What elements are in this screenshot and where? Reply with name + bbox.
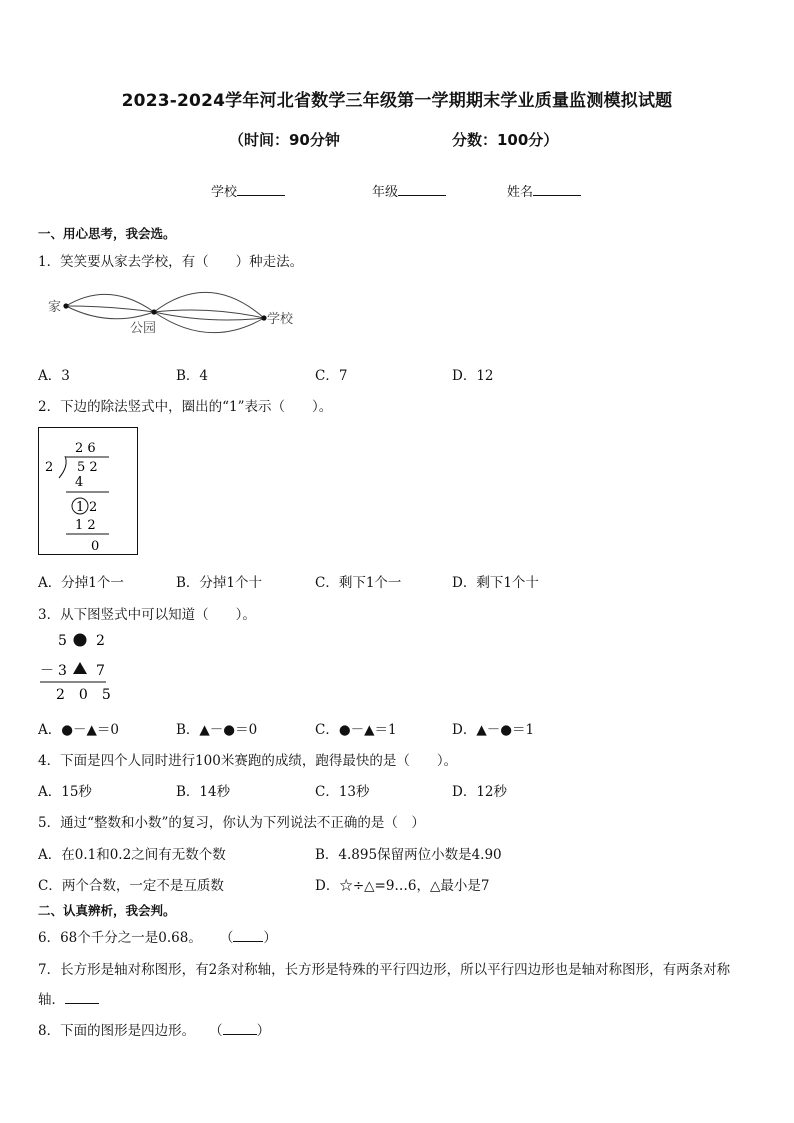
sub-result: 2 0 5 <box>56 687 111 703</box>
q6-paren-open: （ <box>219 930 234 946</box>
q4-option-a[interactable]: A．15秒 <box>38 784 92 800</box>
subtraction-diagram <box>38 626 118 706</box>
q3-option-d[interactable]: D．▲－●＝1 <box>452 722 535 738</box>
route-park-school-upper <box>154 292 264 318</box>
grade-field[interactable] <box>372 181 446 200</box>
q1-option-a[interactable]: A．3 <box>38 368 70 384</box>
exam-time: （时间：90分钟 <box>229 131 340 149</box>
q5-option-b[interactable]: B．4.895保留两位小数是4.90 <box>315 847 502 863</box>
q1-option-d[interactable]: D．12 <box>452 368 494 384</box>
name-blank[interactable] <box>533 183 581 196</box>
q7-line2 <box>38 988 99 1008</box>
route-home-park-middle <box>66 306 154 312</box>
name-label: 姓名 <box>507 185 534 200</box>
q7-line2-text: 轴． <box>38 992 65 1008</box>
exam-score: 分数：100分） <box>452 131 559 149</box>
q7-answer-blank[interactable] <box>65 991 99 1004</box>
page-title: 2023-2024学年河北省数学三年级第一学期期末学业质量监测模拟试题 <box>121 91 673 111</box>
q7-line1: 7．长方形是轴对称图形，有2条对称轴，长方形是特殊的平行四边形，所以平行四边形也是轴对称图形，有两条对称 <box>38 962 731 978</box>
school-field[interactable] <box>211 181 285 200</box>
q3-stem: 3．从下图竖式中可以知道（ ）。 <box>38 607 256 623</box>
q4-option-c[interactable]: C．13秒 <box>315 784 370 800</box>
q6 <box>38 926 277 946</box>
q1-stem: 1．笑笑要从家去学校，有（ ）种走法。 <box>38 254 304 270</box>
sub-row2-left: 3 <box>58 663 67 679</box>
q1-option-b[interactable]: B．4 <box>176 368 209 384</box>
sub-row1-left: 5 <box>58 633 67 649</box>
division-step2-rest: 2 <box>89 500 98 515</box>
q5-option-a[interactable]: A．在0.1和0.2之间有无数个数 <box>38 847 226 863</box>
division-dividend: 5 2 <box>77 460 98 475</box>
q8-stem: 8．下面的图形是四边形。 <box>38 1023 196 1039</box>
q3-option-c[interactable]: C．●－▲＝1 <box>315 722 397 738</box>
q6-answer-blank[interactable] <box>233 929 263 942</box>
q4-option-d[interactable]: D．12秒 <box>452 784 508 800</box>
route-park-school-middle <box>154 310 264 318</box>
school-label-diagram: 学校 <box>267 312 294 327</box>
q6-stem: 6．68个千分之一是0.68。 <box>38 930 202 946</box>
grade-blank[interactable] <box>398 183 446 196</box>
q2-option-a[interactable]: A．分掉1个一 <box>38 575 124 591</box>
q2-option-d[interactable]: D．剩下1个十 <box>452 575 539 591</box>
division-quotient: 2 6 <box>75 441 96 456</box>
q2-option-c[interactable]: C．剩下1个一 <box>315 575 402 591</box>
q5-option-c[interactable]: C．两个合数，一定不是互质数 <box>38 878 224 894</box>
sub-minus: － <box>40 663 54 679</box>
q3-option-b[interactable]: B．▲－●＝0 <box>176 722 258 738</box>
section2-title: 二、认真辨析，我会判。 <box>38 903 176 918</box>
home-dot <box>63 303 68 308</box>
school-label: 学校 <box>211 185 238 200</box>
name-field[interactable] <box>507 181 581 200</box>
circle-symbol <box>74 634 87 647</box>
division-divisor: 2 <box>45 460 54 475</box>
home-label: 家 <box>48 300 62 315</box>
school-blank[interactable] <box>237 183 285 196</box>
triangle-symbol <box>73 662 87 674</box>
school-dot <box>261 315 266 320</box>
q5-option-d[interactable]: D．☆÷△=9…6，△最小是7 <box>315 878 490 894</box>
q8 <box>38 1019 270 1039</box>
section1-title: 一、用心思考，我会选。 <box>38 226 176 241</box>
division-circled-1: 1 <box>76 500 85 515</box>
division-step1: 4 <box>75 475 84 490</box>
q8-paren-close: ） <box>256 1023 271 1039</box>
q1-option-c[interactable]: C．7 <box>315 368 348 384</box>
sub-row2-right: 7 <box>96 663 105 679</box>
long-division <box>39 428 137 554</box>
q8-answer-blank[interactable] <box>223 1022 257 1035</box>
grade-label: 年级 <box>372 185 399 200</box>
route-diagram <box>44 284 304 340</box>
park-dot <box>151 309 156 314</box>
sub-row1-right: 2 <box>96 633 105 649</box>
q3-option-a[interactable]: A．●－▲＝0 <box>38 722 119 738</box>
q4-stem: 4．下面是四个人同时进行100米赛跑的成绩，跑得最快的是（ ）。 <box>38 753 458 769</box>
park-label: 公园 <box>130 321 157 336</box>
q2-option-b[interactable]: B．分掉1个十 <box>176 575 263 591</box>
division-bracket <box>59 456 66 478</box>
route-home-park-upper <box>66 294 154 312</box>
q2-stem: 2．下边的除法竖式中，圈出的“1”表示（ ）。 <box>38 399 333 415</box>
q4-option-b[interactable]: B．14秒 <box>176 784 231 800</box>
q8-paren-open: （ <box>209 1023 223 1039</box>
q5-stem: 5．通过“整数和小数”的复习，你认为下列说法不正确的是（ ） <box>38 815 425 831</box>
route-park-school-middle2 <box>154 312 264 320</box>
division-step3: 1 2 <box>75 518 96 533</box>
division-box <box>38 427 138 555</box>
division-remainder: 0 <box>91 539 100 554</box>
q6-paren-close: ） <box>263 930 277 946</box>
